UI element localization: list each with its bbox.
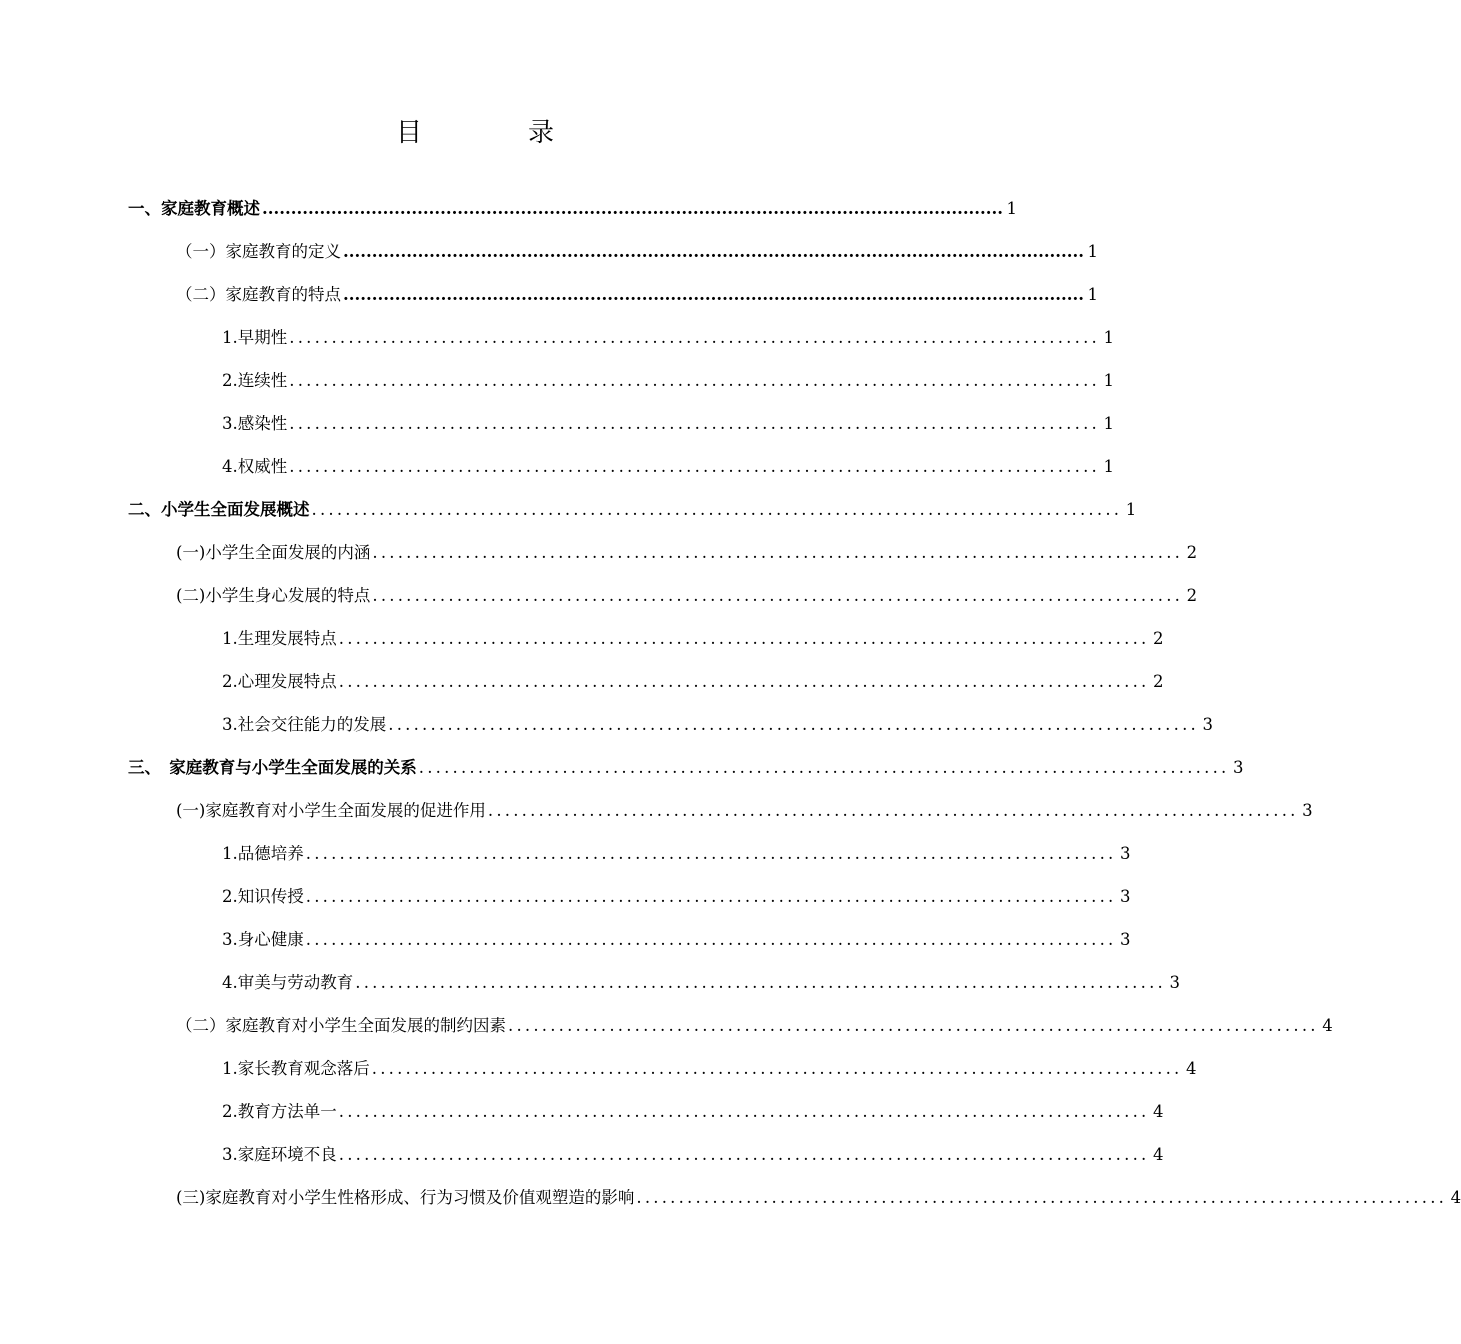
toc-entry[interactable] bbox=[0, 1056, 1197, 1099]
toc-entry[interactable] bbox=[0, 626, 1164, 669]
toc-page-number: 2 bbox=[1152, 672, 1164, 691]
toc-page-number: 3 bbox=[1119, 844, 1131, 863]
toc-page-number: 1 bbox=[1103, 457, 1114, 476]
toc-entry-label: 3.身心健康 bbox=[222, 930, 304, 949]
toc-entry-label: (一)家庭教育对小学生全面发展的促进作用 bbox=[176, 801, 486, 820]
toc-entry[interactable] bbox=[0, 196, 1018, 239]
toc-page-number: 3 bbox=[1202, 715, 1213, 734]
toc-entry-label: 1.家长教育观念落后 bbox=[222, 1059, 370, 1078]
toc-leader-dots: ................................................................................................ bbox=[289, 414, 1100, 433]
toc-page-number: 4 bbox=[1152, 1145, 1164, 1164]
toc-entry-label: 4.审美与劳动教育 bbox=[222, 973, 354, 992]
toc-page-number: 1 bbox=[1087, 242, 1099, 261]
page-title: 目 录 bbox=[395, 118, 594, 148]
toc-entry[interactable] bbox=[0, 583, 1198, 626]
toc-leader-dots: ................................................................................................ bbox=[338, 629, 1150, 648]
toc-entry-label: （二）家庭教育对小学生全面发展的制约因素 bbox=[176, 1016, 506, 1035]
toc-leader-dots: ................................................................................................ bbox=[338, 1145, 1150, 1164]
toc-entry[interactable] bbox=[0, 841, 1131, 884]
toc-entry[interactable] bbox=[0, 497, 1137, 540]
toc-leader-dots: ................................................................................................ bbox=[636, 1188, 1448, 1207]
toc-page-number: 1 bbox=[1103, 371, 1114, 390]
toc-page-number: 4 bbox=[1450, 1188, 1461, 1207]
toc-entry[interactable] bbox=[0, 712, 1213, 755]
toc-entry[interactable] bbox=[0, 1013, 1333, 1056]
toc-page-number: 3 bbox=[1232, 758, 1244, 777]
toc-entry[interactable] bbox=[0, 325, 1114, 368]
toc-entry[interactable] bbox=[0, 368, 1114, 411]
toc-page-number: 2 bbox=[1186, 586, 1198, 605]
toc-entry[interactable] bbox=[0, 970, 1180, 1013]
toc-page-number: 3 bbox=[1302, 801, 1313, 820]
toc-entry-label: 三、 家庭教育与小学生全面发展的关系 bbox=[128, 758, 417, 777]
toc-leader-dots: ................................................................................................ bbox=[338, 672, 1150, 691]
toc-entry-label: 1.生理发展特点 bbox=[222, 629, 337, 648]
toc-entry[interactable] bbox=[0, 927, 1131, 970]
toc-page-number: 3 bbox=[1169, 973, 1180, 992]
toc-leader-dots: ................................................................................................ bbox=[418, 758, 1230, 777]
toc-page-number: 1 bbox=[1125, 500, 1137, 519]
toc-entry-label: (二)小学生身心发展的特点 bbox=[176, 586, 371, 605]
toc-entry-label: 1.早期性 bbox=[222, 328, 288, 347]
toc-entry[interactable] bbox=[0, 411, 1114, 454]
toc-entry-label: (一)小学生全面发展的内涵 bbox=[176, 543, 371, 562]
toc-entry[interactable] bbox=[0, 1099, 1164, 1142]
table-of-contents bbox=[0, 196, 1461, 1228]
toc-page-number: 1 bbox=[1006, 199, 1018, 218]
toc-entry[interactable] bbox=[0, 884, 1131, 927]
toc-entry-label: 2.连续性 bbox=[222, 371, 288, 390]
toc-page-number: 2 bbox=[1186, 543, 1198, 562]
toc-entry-label: 4.权威性 bbox=[222, 457, 288, 476]
toc-entry-label: (三)家庭教育对小学生性格形成、行为习惯及价值观塑造的影响 bbox=[176, 1188, 635, 1207]
toc-leader-dots: ................................................................................................ bbox=[289, 328, 1100, 347]
toc-page-number: 1 bbox=[1103, 328, 1114, 347]
toc-page-number: 3 bbox=[1119, 887, 1131, 906]
toc-leader-dots: ................................................................................................ bbox=[338, 1102, 1150, 1121]
toc-entry-label: 一、家庭教育概述 bbox=[128, 199, 260, 218]
toc-leader-dots: ................................................................................................ bbox=[487, 801, 1299, 820]
toc-leader-dots: ................................................................................................ bbox=[305, 930, 1117, 949]
toc-entry[interactable] bbox=[0, 1142, 1164, 1185]
toc-leader-dots: ................................................................................................ bbox=[305, 887, 1117, 906]
toc-page-number: 3 bbox=[1119, 930, 1131, 949]
toc-entry-label: 2.教育方法单一 bbox=[222, 1102, 337, 1121]
toc-entry[interactable] bbox=[0, 1185, 1461, 1228]
toc-leader-dots: ................................................................................................ bbox=[388, 715, 1199, 734]
toc-leader-dots: ................................................................................................ bbox=[508, 1016, 1319, 1035]
toc-page-number: 4 bbox=[1185, 1059, 1197, 1078]
toc-leader-dots: ................................................................................................ bbox=[372, 586, 1184, 605]
toc-page-number: 4 bbox=[1152, 1102, 1164, 1121]
toc-leader-dots: ................................................................................................................................. bbox=[343, 285, 1085, 304]
toc-leader-dots: ................................................................................................ bbox=[305, 844, 1117, 863]
toc-entry-label: 2.心理发展特点 bbox=[222, 672, 337, 691]
toc-entry-label: 3.感染性 bbox=[222, 414, 288, 433]
toc-leader-dots: ................................................................................................................................. bbox=[343, 242, 1085, 261]
toc-entry-label: 3.家庭环境不良 bbox=[222, 1145, 337, 1164]
toc-entry-label: 3.社会交往能力的发展 bbox=[222, 715, 387, 734]
toc-entry[interactable] bbox=[0, 282, 1099, 325]
toc-entry-label: （一）家庭教育的定义 bbox=[176, 242, 341, 261]
toc-page-number: 4 bbox=[1322, 1016, 1333, 1035]
toc-leader-dots: ................................................................................................ bbox=[371, 1059, 1183, 1078]
toc-leader-dots: ................................................................................................ bbox=[311, 500, 1123, 519]
toc-entry[interactable] bbox=[0, 669, 1164, 712]
toc-page-number: 1 bbox=[1087, 285, 1099, 304]
toc-leader-dots: ................................................................................................ bbox=[289, 371, 1100, 390]
toc-entry[interactable] bbox=[0, 454, 1114, 497]
toc-entry-label: 2.知识传授 bbox=[222, 887, 304, 906]
toc-leader-dots: ................................................................................................ bbox=[372, 543, 1184, 562]
toc-page-number: 1 bbox=[1103, 414, 1114, 433]
toc-leader-dots: ................................................................................................................................. bbox=[262, 199, 1004, 218]
toc-entry-label: 二、小学生全面发展概述 bbox=[128, 500, 310, 519]
toc-entry-label: 1.品德培养 bbox=[222, 844, 304, 863]
toc-entry[interactable] bbox=[0, 755, 1244, 798]
toc-entry[interactable] bbox=[0, 798, 1313, 841]
toc-entry[interactable] bbox=[0, 540, 1198, 583]
toc-leader-dots: ................................................................................................ bbox=[355, 973, 1166, 992]
toc-entry[interactable] bbox=[0, 239, 1099, 282]
toc-leader-dots: ................................................................................................ bbox=[289, 457, 1100, 476]
toc-page-number: 2 bbox=[1152, 629, 1164, 648]
toc-entry-label: （二）家庭教育的特点 bbox=[176, 285, 341, 304]
